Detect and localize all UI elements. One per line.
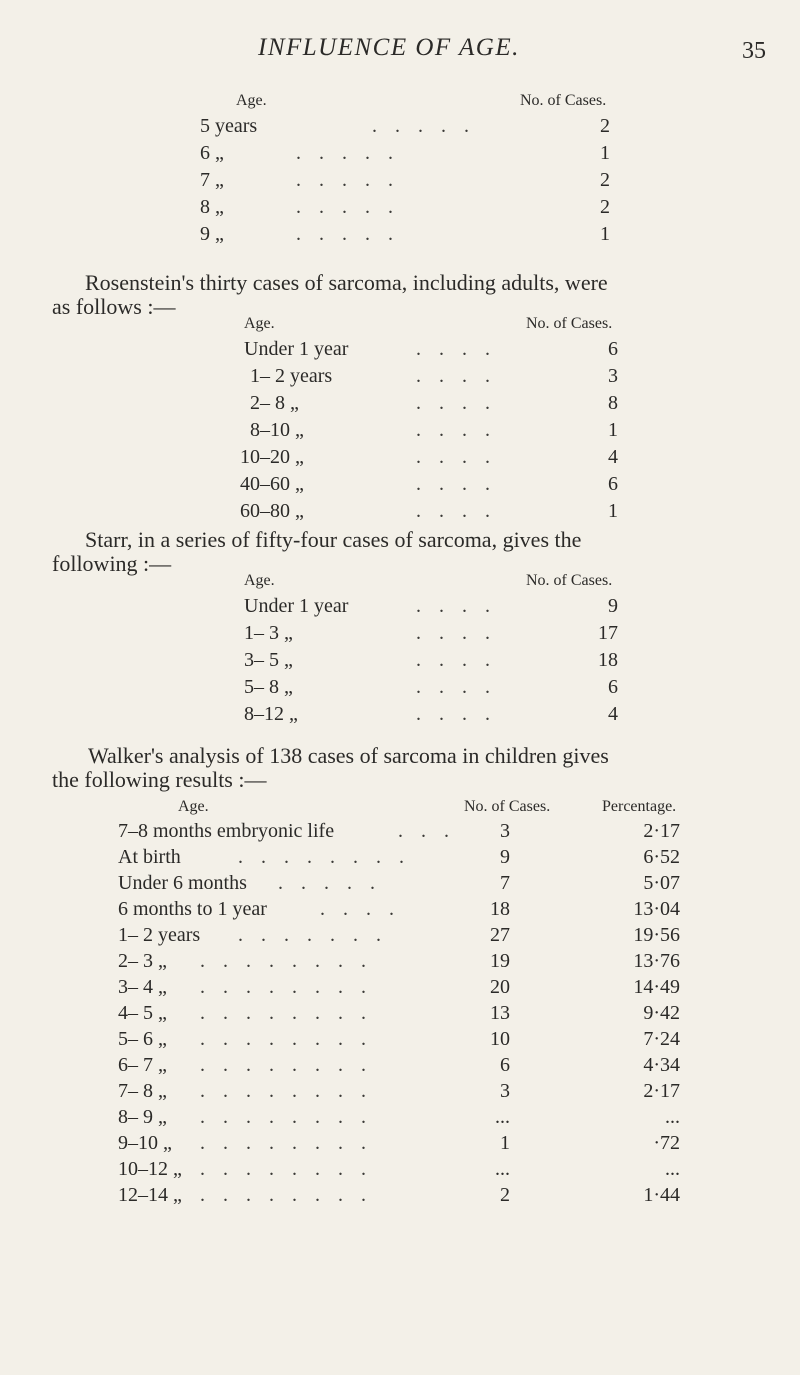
age-cell: 9 „	[200, 223, 224, 245]
col-header-cases: No. of Cases.	[526, 572, 613, 589]
age-cell: 6– 7 „	[118, 1054, 167, 1076]
percentage-cell: 13·76	[633, 950, 680, 972]
leader-dots: .....	[278, 872, 393, 894]
age-cell: 2– 8 „	[250, 392, 299, 414]
leader-dots: ........	[200, 1054, 384, 1076]
age-cell: 9–10 „	[118, 1132, 172, 1154]
percentage-cell: 13·04	[633, 898, 680, 920]
leader-dots: ....	[416, 365, 508, 387]
leader-dots: ....	[416, 595, 508, 617]
paragraph-line: as follows :—	[52, 294, 176, 319]
leader-dots: ........	[200, 1002, 384, 1024]
cases-cell: 17	[598, 622, 618, 644]
percentage-cell: 6·52	[643, 846, 680, 868]
paragraph-line: Rosenstein's thirty cases of sarcoma, including adults, were	[85, 270, 608, 295]
percentage-cell: 7·24	[643, 1028, 680, 1050]
page-number: 35	[742, 38, 766, 64]
cases-cell: 13	[490, 1002, 510, 1024]
age-cell: 1– 2 years	[118, 924, 201, 946]
paragraph-walker	[0, 739, 800, 797]
cases-cell: 6	[608, 338, 618, 360]
cases-cell: 2	[600, 196, 610, 218]
leader-dots: ........	[200, 950, 384, 972]
percentage-cell: ...	[665, 1106, 680, 1128]
cases-cell: 18	[490, 898, 510, 920]
leader-dots: .....	[372, 115, 487, 137]
age-cell: At birth	[118, 846, 181, 868]
leader-dots: ....	[416, 446, 508, 468]
percentage-cell: ...	[665, 1158, 680, 1180]
percentage-cell: 19·56	[633, 924, 680, 946]
age-cell: 3– 5 „	[244, 649, 293, 671]
age-cell: 10–20 „	[240, 446, 304, 468]
cases-cell: 1	[608, 500, 618, 522]
leader-dots: ....	[416, 703, 508, 725]
cases-cell: 9	[500, 846, 510, 868]
leader-dots: ....	[416, 500, 508, 522]
cases-cell: 3	[608, 365, 618, 387]
percentage-cell: 2·17	[643, 1080, 680, 1102]
leader-dots: ........	[200, 1080, 384, 1102]
cases-cell: 19	[490, 950, 510, 972]
cases-cell: 1	[600, 223, 610, 245]
col-header-age: Age.	[244, 315, 275, 332]
leader-dots: ....	[416, 338, 508, 360]
cases-cell: 7	[500, 872, 510, 894]
cases-cell: 4	[608, 703, 618, 725]
leader-dots: ....	[416, 676, 508, 698]
cases-cell: ...	[495, 1106, 510, 1128]
col-header-cases: No. of Cases.	[526, 315, 613, 332]
cases-cell: 27	[490, 924, 510, 946]
col-header-age: Age.	[244, 572, 275, 589]
age-cell: 8–10 „	[250, 419, 304, 441]
percentage-cell: 1·44	[643, 1184, 680, 1206]
leader-dots: ........	[238, 846, 422, 868]
cases-cell: 3	[500, 820, 510, 842]
col-header-age: Age.	[178, 798, 209, 815]
age-cell: 8–12 „	[244, 703, 298, 725]
age-cell: Under 6 months	[118, 872, 247, 894]
age-cell: 12–14 „	[118, 1184, 182, 1206]
age-cell: 8– 9 „	[118, 1106, 167, 1128]
paragraph-line: following :—	[52, 551, 172, 576]
age-cell: 40–60 „	[240, 473, 304, 495]
percentage-cell: 9·42	[643, 1002, 680, 1024]
leader-dots: ........	[200, 1184, 384, 1206]
leader-dots: ....	[416, 392, 508, 414]
leader-dots: .......	[238, 924, 399, 946]
col-header-cases: No. of Cases.	[520, 92, 607, 109]
age-cell: 1– 2 years	[250, 365, 333, 387]
cases-cell: 10	[490, 1028, 510, 1050]
age-cell: 60–80 „	[240, 500, 304, 522]
leader-dots: ........	[200, 1132, 384, 1154]
leader-dots: ....	[416, 473, 508, 495]
leader-dots: ........	[200, 1028, 384, 1050]
paragraph-line: Starr, in a series of fifty-four cases of sarcoma, gives the	[85, 527, 582, 552]
age-cell: 7 „	[200, 169, 224, 191]
age-cell: 1– 3 „	[244, 622, 293, 644]
cases-cell: 8	[608, 392, 618, 414]
age-cell: 6 months to 1 year	[118, 898, 267, 920]
page-header	[0, 34, 800, 74]
cases-cell: 2	[600, 169, 610, 191]
age-cell: 6 „	[200, 142, 224, 164]
col-header-age: Age.	[236, 92, 267, 109]
col-header-cases: No. of Cases.	[464, 798, 551, 815]
cases-cell: 6	[608, 473, 618, 495]
paragraph-line: the following results :—	[52, 767, 267, 792]
cases-cell: 2	[500, 1184, 510, 1206]
cases-cell: 6	[608, 676, 618, 698]
percentage-cell: ·72	[653, 1132, 680, 1154]
leader-dots: ....	[416, 622, 508, 644]
cases-cell: 3	[500, 1080, 510, 1102]
col-header-percentage: Percentage.	[602, 798, 677, 815]
cases-cell: 18	[598, 649, 618, 671]
age-table-4	[0, 798, 800, 1238]
age-cell: Under 1 year	[244, 595, 349, 617]
cases-cell: 1	[600, 142, 610, 164]
age-cell: 4– 5 „	[118, 1002, 167, 1024]
cases-cell: 1	[500, 1132, 510, 1154]
cases-cell: 4	[608, 446, 618, 468]
age-table-1	[0, 92, 800, 262]
paragraph-line: Walker's analysis of 138 cases of sarcoma in children gives	[88, 743, 609, 768]
percentage-cell: 4·34	[643, 1054, 680, 1076]
cases-cell: 1	[608, 419, 618, 441]
age-cell: Under 1 year	[244, 338, 349, 360]
age-cell: 2– 3 „	[118, 950, 167, 972]
cases-cell: 20	[490, 976, 510, 998]
age-cell: 7– 8 „	[118, 1080, 167, 1102]
percentage-cell: 5·07	[643, 872, 680, 894]
age-cell: 5– 6 „	[118, 1028, 167, 1050]
running-title: INFLUENCE OF AGE.	[258, 34, 520, 61]
leader-dots: ........	[200, 1158, 384, 1180]
leader-dots: ....	[416, 649, 508, 671]
leader-dots: ....	[416, 419, 508, 441]
leader-dots: .....	[296, 196, 411, 218]
age-cell: 10–12 „	[118, 1158, 182, 1180]
cases-cell: ...	[495, 1158, 510, 1180]
age-cell: 8 „	[200, 196, 224, 218]
leader-dots: .....	[296, 142, 411, 164]
cases-cell: 2	[600, 115, 610, 137]
age-cell: 3– 4 „	[118, 976, 167, 998]
age-cell: 5– 8 „	[244, 676, 293, 698]
cases-cell: 6	[500, 1054, 510, 1076]
age-cell: 7–8 months embryonic life	[118, 820, 335, 842]
leader-dots: ...	[398, 820, 467, 842]
leader-dots: ........	[200, 976, 384, 998]
leader-dots: ........	[200, 1106, 384, 1128]
percentage-cell: 14·49	[633, 976, 680, 998]
age-table-3	[0, 572, 800, 725]
cases-cell: 9	[608, 595, 618, 617]
age-cell: 5 years	[200, 115, 258, 137]
percentage-cell: 2·17	[643, 820, 680, 842]
leader-dots: ....	[320, 898, 412, 920]
leader-dots: .....	[296, 169, 411, 191]
age-table-2	[0, 315, 800, 522]
leader-dots: .....	[296, 223, 411, 245]
